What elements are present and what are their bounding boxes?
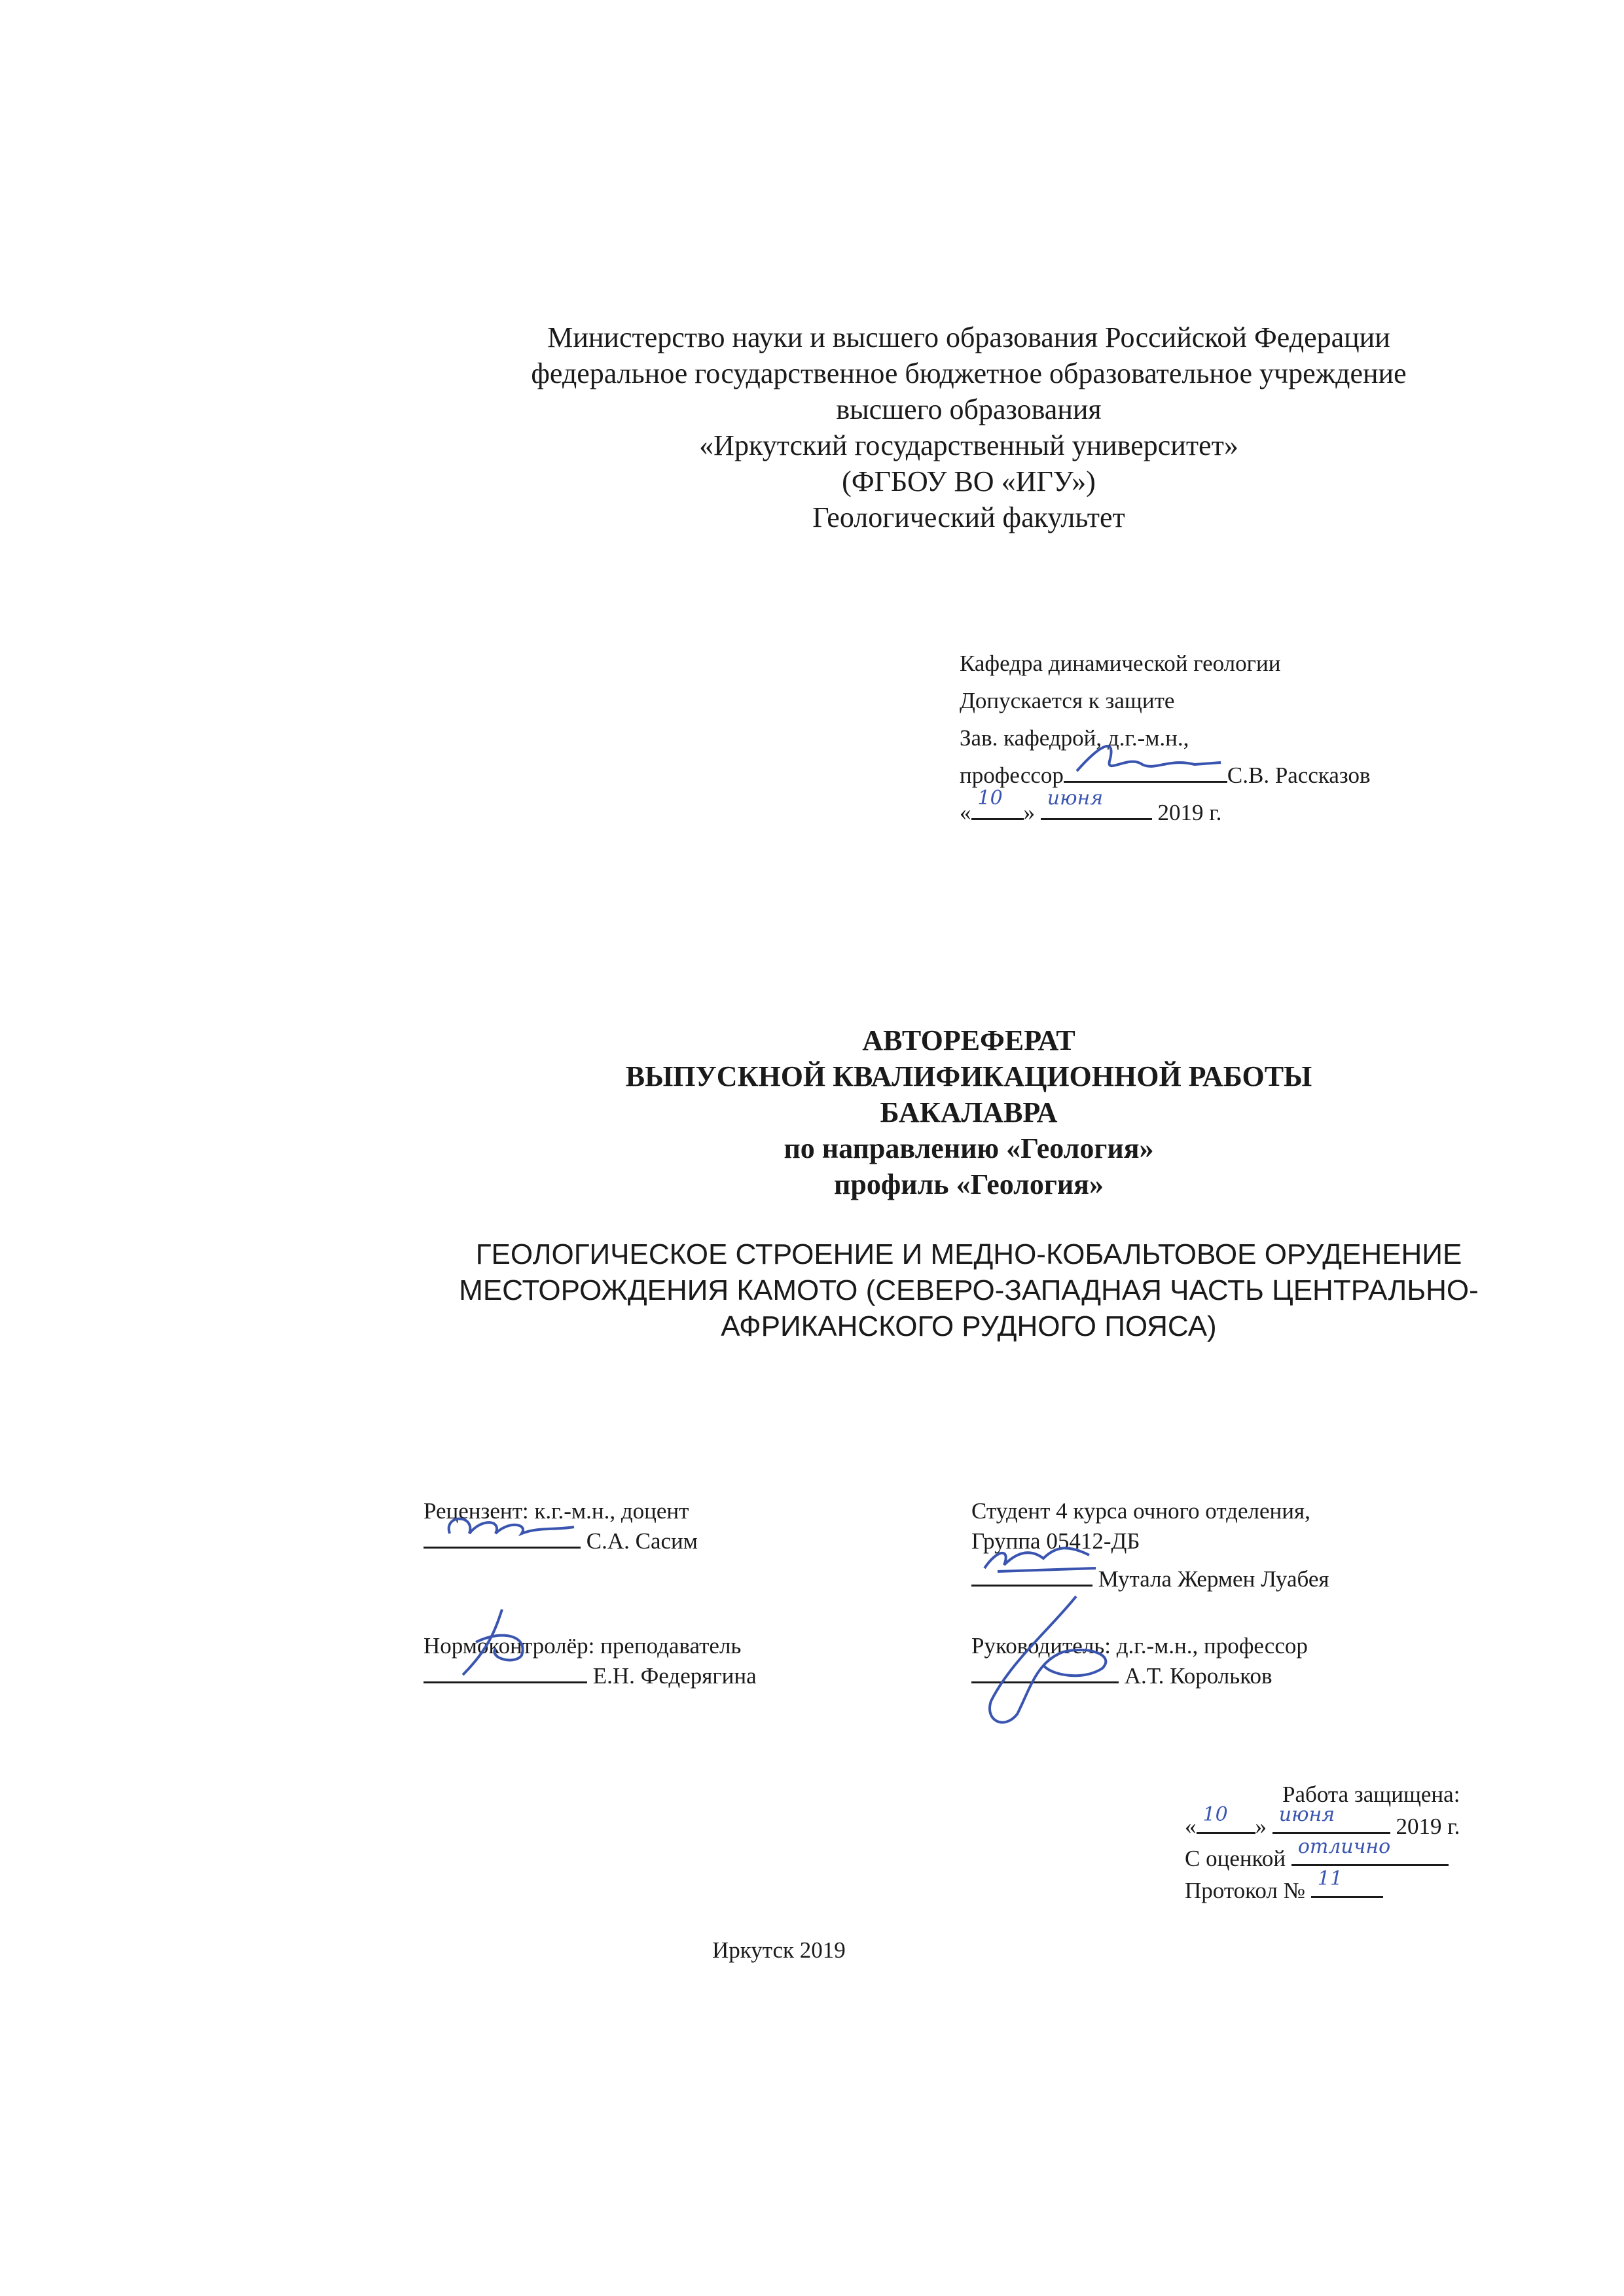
title-line: БАКАЛАВРА — [880, 1096, 1058, 1128]
protocol-label: Протокол № — [1185, 1878, 1306, 1903]
student-label: Студент 4 курса очного отделения, — [971, 1498, 1310, 1524]
header-line: высшего образования — [836, 393, 1102, 425]
title-line: ВЫПУСКНОЙ КВАЛИФИКАЦИОННОЙ РАБОТЫ — [625, 1060, 1312, 1092]
ministry-header — [327, 319, 1610, 535]
topic-line: МЕСТОРОЖДЕНИЯ КАМОТО (СЕВЕРО-ЗАПАДНАЯ ЧАСТЬ ЦЕНТРАЛЬНО- — [459, 1274, 1479, 1306]
department-name: Кафедра динамической геологии — [960, 651, 1281, 676]
supervisor-name: А.Т. Корольков — [1124, 1663, 1272, 1689]
reviewer-block — [424, 1496, 698, 1556]
signature-icon — [424, 1501, 581, 1547]
header-line: Геологический факультет — [812, 501, 1125, 533]
defense-label: Работа защищена: — [1282, 1782, 1460, 1807]
admitted-label: Допускается к защите — [960, 688, 1175, 713]
grade-label: С оценкой — [1185, 1846, 1286, 1871]
title-line: АВТОРЕФЕРАТ — [862, 1024, 1075, 1056]
defense-month-handwritten: июня — [1278, 1803, 1335, 1826]
defense-day-handwritten: 10 — [1202, 1803, 1228, 1826]
defense-year: 2019 г. — [1396, 1814, 1460, 1839]
date-year: 2019 г. — [1157, 800, 1222, 825]
department-approval — [960, 645, 1371, 831]
signature-icon — [424, 1603, 587, 1681]
student-group: Группа 05412-ДБ — [971, 1528, 1140, 1554]
student-name: Мутала Жермен Луабея — [1098, 1566, 1329, 1592]
date-day-handwritten: 10 — [977, 787, 1003, 810]
thesis-topic — [275, 1236, 1624, 1344]
head-title: Зав. кафедрой, д.г.-м.н., — [960, 725, 1189, 751]
supervisor-label: Руководитель: д.г.-м.н., профессор — [971, 1633, 1308, 1659]
header-line: федеральное государственное бюджетное образовательное учреждение — [531, 357, 1407, 389]
student-block — [971, 1496, 1329, 1594]
grade-handwritten: отлично — [1297, 1835, 1391, 1858]
protocol-row — [1185, 1867, 1460, 1907]
reviewer-name: С.А. Сасим — [586, 1528, 698, 1554]
approval-date: « 10 » июня 2019 г. — [960, 794, 1371, 831]
defense-date: « 10 » июня 2019 г. — [1185, 1810, 1460, 1842]
normcontrol-name: Е.Н. Федерягина — [592, 1663, 757, 1689]
head-signature-line — [960, 757, 1371, 794]
head-name: С.В. Рассказов — [1227, 762, 1371, 788]
header-line: Министерство науки и высшего образования Российской Федерации — [547, 321, 1390, 353]
head-prefix: профессор — [960, 762, 1064, 788]
topic-line: АФРИКАНСКОГО РУДНОГО ПОЯСА) — [721, 1310, 1217, 1342]
title-line: профиль «Геология» — [834, 1168, 1104, 1200]
protocol-handwritten: 11 — [1317, 1867, 1343, 1890]
title-line: по направлению «Геология» — [784, 1132, 1154, 1164]
reviewer-label: Рецензент: к.г.-м.н., доцент — [424, 1498, 689, 1524]
topic-line: ГЕОЛОГИЧЕСКОЕ СТРОЕНИЕ И МЕДНО-КОБАЛЬТОВОЕ ОРУДЕНЕНИЕ — [475, 1238, 1462, 1270]
city-year: Иркутск 2019 — [712, 1937, 846, 1963]
header-line: «Иркутский государственный университет» — [699, 429, 1238, 461]
document-title — [327, 1022, 1610, 1202]
header-line: (ФГБОУ ВО «ИГУ») — [842, 465, 1096, 497]
signature-icon — [971, 1529, 1102, 1581]
normcontrol-label: Нормоконтролёр: преподаватель — [424, 1633, 742, 1659]
supervisor-block — [971, 1631, 1308, 1691]
signature-icon — [971, 1590, 1128, 1734]
signature-icon — [1064, 735, 1227, 781]
normcontrol-block — [424, 1631, 757, 1691]
date-month-handwritten: июня — [1047, 787, 1104, 810]
defense-block — [1185, 1778, 1460, 1907]
